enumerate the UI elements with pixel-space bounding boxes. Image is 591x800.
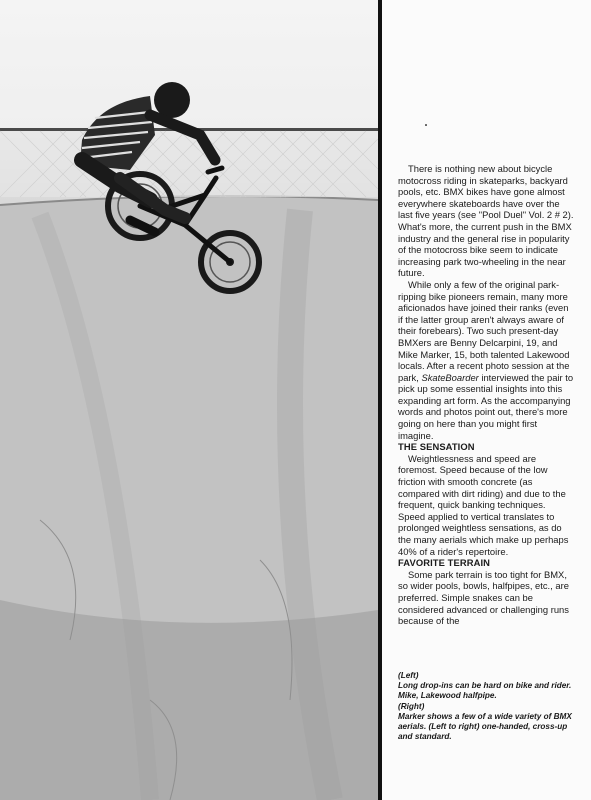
section-body-sensation: Weightlessness and speed are foremost. Speed because of the low friction with smooth concrete (as compared with dirt riding) and due to the frequent, quick banking techniques. Speed applied to vertical translates to prolonged weightless sensations, as do the many aerials which make up perhaps 40% of a rider's repertoire. bbox=[398, 452, 569, 557]
caption-right-text: Marker shows a few of a wide variety of BMX aerials. (Left to right) one-handed, cross-up and standard. bbox=[398, 711, 572, 742]
print-speck bbox=[425, 124, 427, 126]
chain-link-fence bbox=[0, 128, 378, 197]
section-heading-terrain: FAVORITE TERRAIN bbox=[398, 557, 491, 569]
article-column bbox=[398, 163, 574, 627]
magazine-name: SkateBoarder bbox=[421, 371, 479, 383]
intro-paragraph-1: There is nothing new about bicycle motocross riding in skateparks, backyard pools, etc. BMX bikes have gone almost everywhere skateboards have over the last five years (see "Pool Duel" Vol. 2 # 2). What's more, the current push in the BMX industry and the general rise in popularity of the motocross bike seem to indicate increasing park two-wheeling in the near future. bbox=[398, 163, 574, 279]
caption-right-label: (Right) bbox=[398, 701, 425, 711]
intro-paragraph-2: While only a few of the original park-ripping bike pioneers remain, many more aficionados have joined their ranks (even if the latter group aren't always aware of their forebears). Two such present-day BMXers are Benny Delcarpini, 19, and Mike Marker, 15, both talented Lakewood locals. After a recent photo session at the park, SkateBoarder interviewed the pair to pick up some essential insights into this expanding art form. As the accompanying words and photos point out, there's more going on here than you might first imagine. bbox=[398, 278, 574, 441]
section-heading-sensation: THE SENSATION bbox=[398, 441, 475, 453]
column-divider bbox=[378, 0, 382, 800]
caption-left-text: Long drop-ins can be hard on bike and rider. Mike, Lakewood halfpipe. bbox=[398, 681, 572, 701]
section-body-terrain: Some park terrain is too tight for BMX, so wider pools, bowls, halfpipes, etc., are preferred. Simple snakes can be considered advanced or challenging runs because of the bbox=[398, 568, 569, 627]
photo-captions bbox=[398, 671, 574, 742]
caption-left-label: (Left) bbox=[398, 671, 419, 680]
